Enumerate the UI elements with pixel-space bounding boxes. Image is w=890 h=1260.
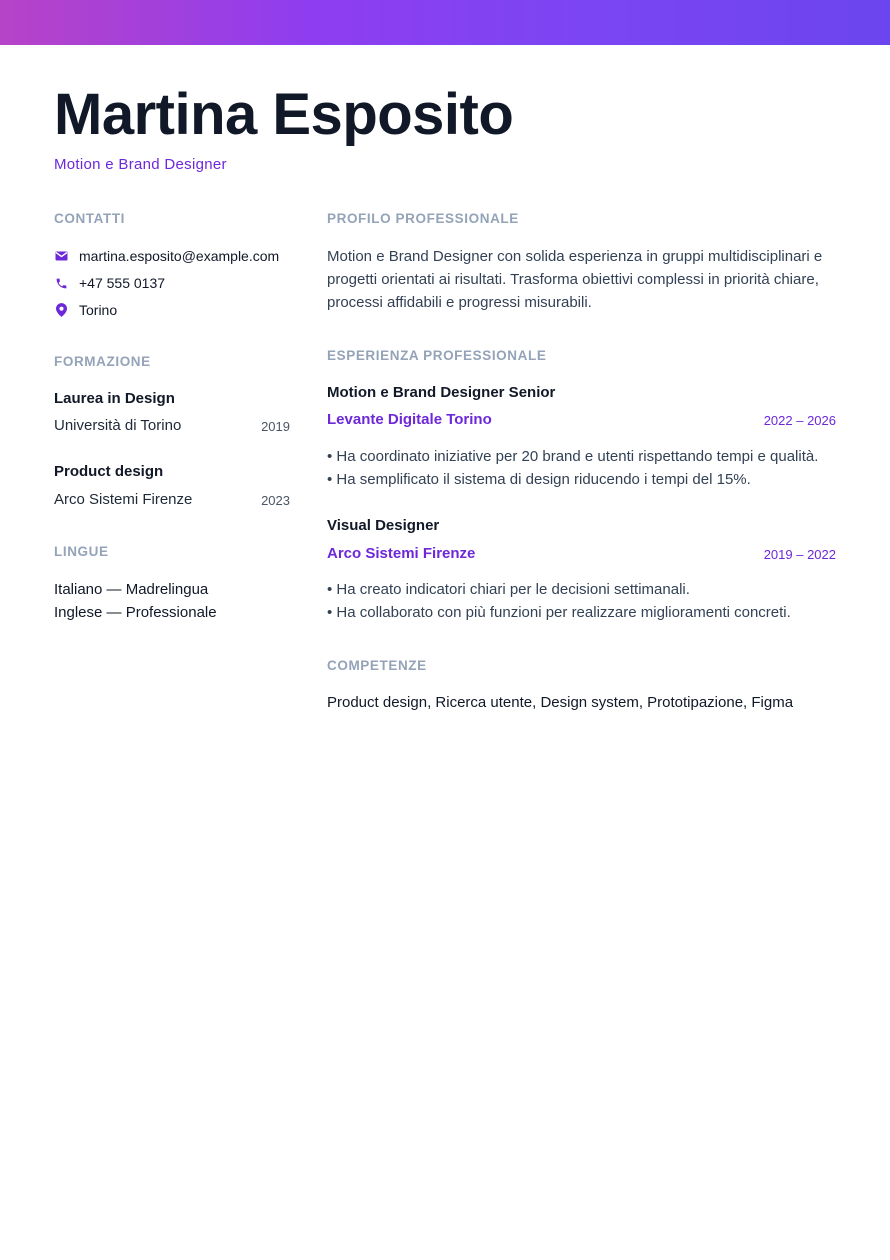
candidate-name: Martina Esposito [54,82,514,147]
education-heading: FORMAZIONE [54,354,151,369]
education-degree: Product design [54,463,164,480]
contact-phone-text: +47 555 0137 [79,275,166,291]
experience-heading: ESPERIENZA PROFESSIONALE [327,348,547,363]
skills-heading: COMPETENZE [327,658,427,673]
job-bullet: • Ha creato indicatori chiari per le decisioni settimanali. [327,581,690,598]
job-bullet: • Ha semplificato il sistema di design riducendo i tempi del 15%. [327,471,751,488]
location-pin-icon [54,303,69,318]
education-year: 2023 [261,493,290,508]
job-dates: 2019 – 2022 [763,547,836,562]
contact-email-text: martina.esposito@example.com [79,248,280,264]
job-bullet: • Ha coordinato iniziative per 20 brand e utenti rispettando tempi e qualità. [327,448,819,465]
education-year: 2019 [261,419,290,434]
language-item: Italiano — Madrelingua [54,581,209,598]
contacts-heading: CONTATTI [54,211,126,226]
job-company: Arco Sistemi Firenze [327,545,476,562]
profile-summary: Motion e Brand Designer con solida esperienza in gruppi multidisciplinari e progetti orientati ai risultati. Trasforma obiettivi complessi in priorità chiare, processi affidabili e progressi misurabili. [327,248,823,311]
job-dates: 2022 – 2026 [763,413,836,428]
education-school: Arco Sistemi Firenze [54,491,193,508]
job-title: Visual Designer [327,517,440,534]
education-degree: Laurea in Design [54,390,175,407]
languages-heading: LINGUE [54,544,109,559]
contact-email[interactable] [54,246,279,266]
contact-city-text: Torino [79,302,118,318]
language-item: Inglese — Professionale [54,604,217,621]
job-title: Motion e Brand Designer Senior [327,384,556,401]
phone-icon [54,276,69,291]
candidate-role: Motion e Brand Designer [54,156,227,173]
skills-list: Product design, Ricerca utente, Design system, Prototipazione, Figma [327,694,794,711]
job-company: Levante Digitale Torino [327,411,492,428]
profile-heading: PROFILO PROFESSIONALE [327,211,519,226]
job-bullet: • Ha collaborato con più funzioni per realizzare miglioramenti concreti. [327,604,791,621]
contact-phone[interactable] [54,273,165,293]
contact-city [54,300,117,320]
education-school: Università di Torino [54,417,182,434]
mail-icon [54,249,69,264]
header-gradient-bar [0,0,890,45]
